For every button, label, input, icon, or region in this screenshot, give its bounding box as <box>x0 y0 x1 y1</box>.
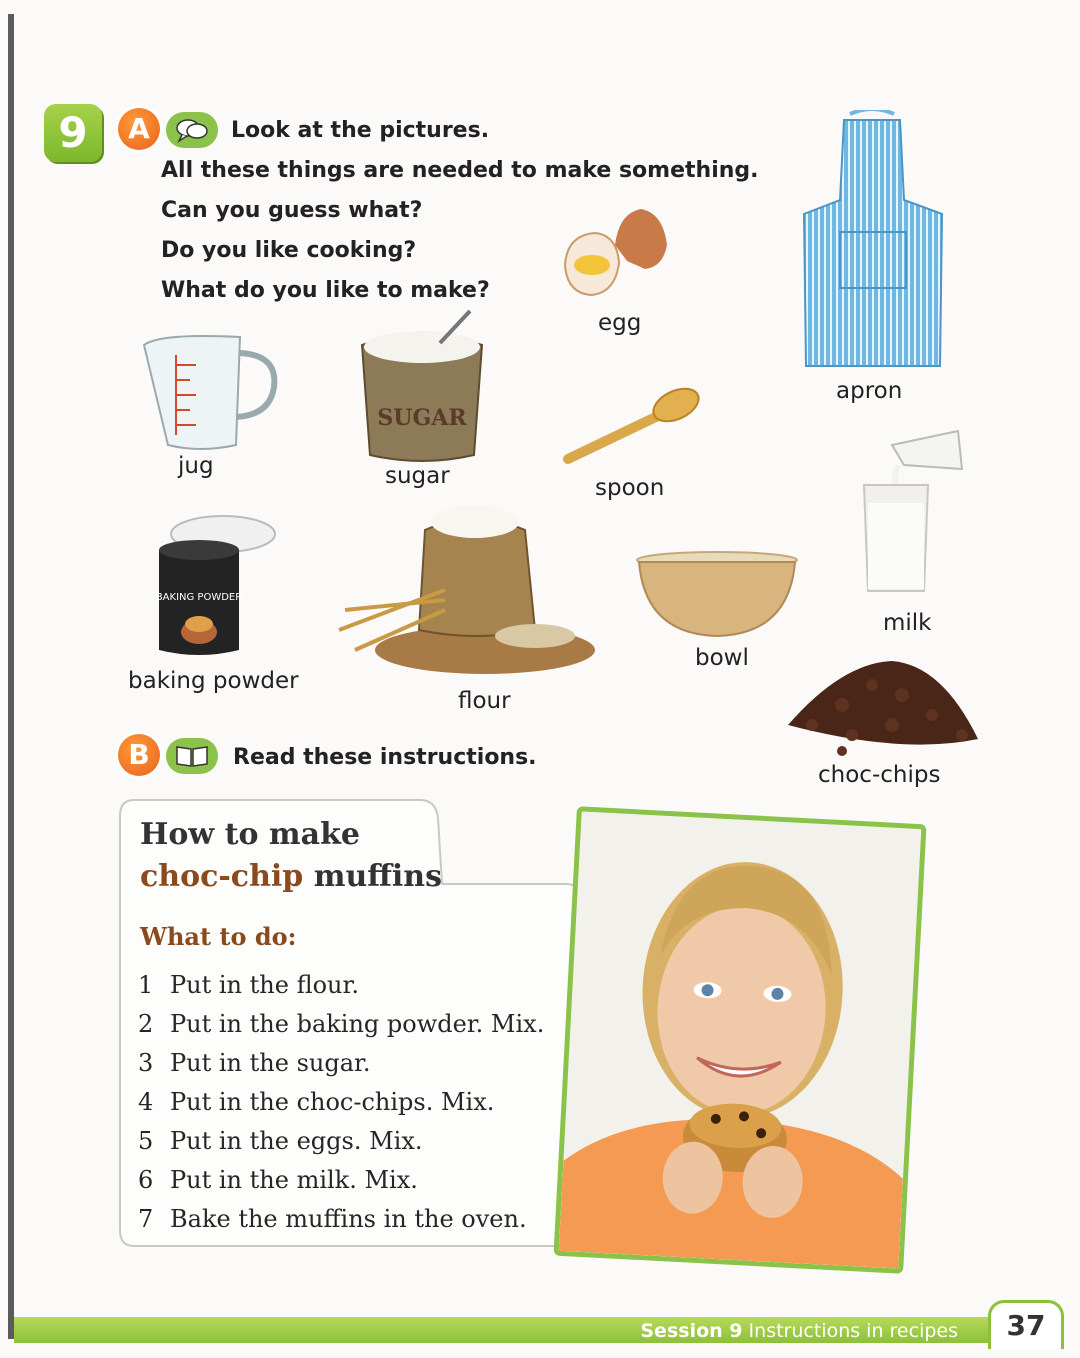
recipe-step <box>138 1161 544 1200</box>
step-text: Put in the flour. <box>170 971 359 999</box>
recipe-step <box>138 1200 544 1239</box>
question-cooking: Do you like cooking? <box>161 238 417 263</box>
recipe-step <box>138 1044 544 1083</box>
part-b-badge: B <box>118 734 160 776</box>
apron-illustration <box>800 110 945 370</box>
flour-illustration <box>335 500 600 680</box>
step-text: Put in the milk. Mix. <box>170 1166 418 1194</box>
step-number: 2 <box>138 1010 154 1038</box>
recipe-title <box>140 814 442 898</box>
step-number: 6 <box>138 1166 154 1194</box>
book-icon <box>166 738 218 774</box>
part-a-badge: A <box>118 108 160 150</box>
page-number: 37 <box>988 1300 1064 1349</box>
spoon-illustration <box>560 385 705 470</box>
step-text: Put in the choc-chips. Mix. <box>170 1088 495 1116</box>
recipe-step <box>138 966 544 1005</box>
question-make: What do you like to make? <box>161 278 490 303</box>
jug-illustration <box>140 325 280 455</box>
recipe-step <box>138 1005 544 1044</box>
recipe-steps <box>138 966 544 1239</box>
step-text: Bake the muffins in the oven. <box>170 1205 527 1233</box>
recipe-subheading: What to do: <box>140 922 297 951</box>
recipe-title-line1: How to make <box>140 817 360 852</box>
step-number: 1 <box>138 971 154 999</box>
instruction-needed: All these things are needed to make something. <box>161 158 759 183</box>
step-number: 3 <box>138 1049 154 1077</box>
egg-illustration <box>555 205 675 300</box>
step-number: 5 <box>138 1127 154 1155</box>
label-apron: apron <box>836 378 903 404</box>
recipe-title-choc-chip: choc-chip <box>140 859 304 894</box>
label-baking-powder: baking powder <box>128 668 299 694</box>
recipe-step <box>138 1122 544 1161</box>
label-milk: milk <box>883 610 932 636</box>
page-edge <box>8 14 14 1339</box>
question-guess: Can you guess what? <box>161 198 423 223</box>
recipe-card <box>118 798 598 1250</box>
footer-session-label: Session 9 <box>640 1320 743 1342</box>
step-number: 7 <box>138 1205 154 1233</box>
instruction-look: Look at the pictures. <box>231 118 490 143</box>
label-spoon: spoon <box>595 475 665 501</box>
speech-bubbles-icon <box>166 112 218 148</box>
label-egg: egg <box>598 310 642 336</box>
bowl-illustration <box>635 550 800 640</box>
label-sugar: sugar <box>385 463 450 489</box>
section-number-badge: 9 <box>44 104 102 162</box>
step-text: Put in the eggs. Mix. <box>170 1127 423 1155</box>
footer-session <box>640 1318 958 1344</box>
instruction-read: Read these instructions. <box>233 745 537 770</box>
recipe-title-muffins: muffins <box>313 859 442 894</box>
label-jug: jug <box>178 453 214 479</box>
label-choc-chips: choc-chips <box>818 762 941 788</box>
sugar-sack-label: SUGAR <box>377 405 467 431</box>
baking-powder-can-label: BAKING POWDER <box>155 592 243 603</box>
step-text: Put in the baking powder. Mix. <box>170 1010 545 1038</box>
baking-powder-can-illustration <box>155 510 280 660</box>
footer-session-title: Instructions in recipes <box>748 1320 958 1342</box>
choc-chips-illustration <box>782 655 982 760</box>
label-bowl: bowl <box>695 645 749 671</box>
step-number: 4 <box>138 1088 154 1116</box>
milk-illustration <box>858 425 968 595</box>
label-flour: flour <box>458 688 511 714</box>
recipe-step <box>138 1083 544 1122</box>
step-text: Put in the sugar. <box>170 1049 371 1077</box>
girl-with-muffin-photo <box>553 806 926 1274</box>
sugar-sack-illustration <box>352 305 492 465</box>
